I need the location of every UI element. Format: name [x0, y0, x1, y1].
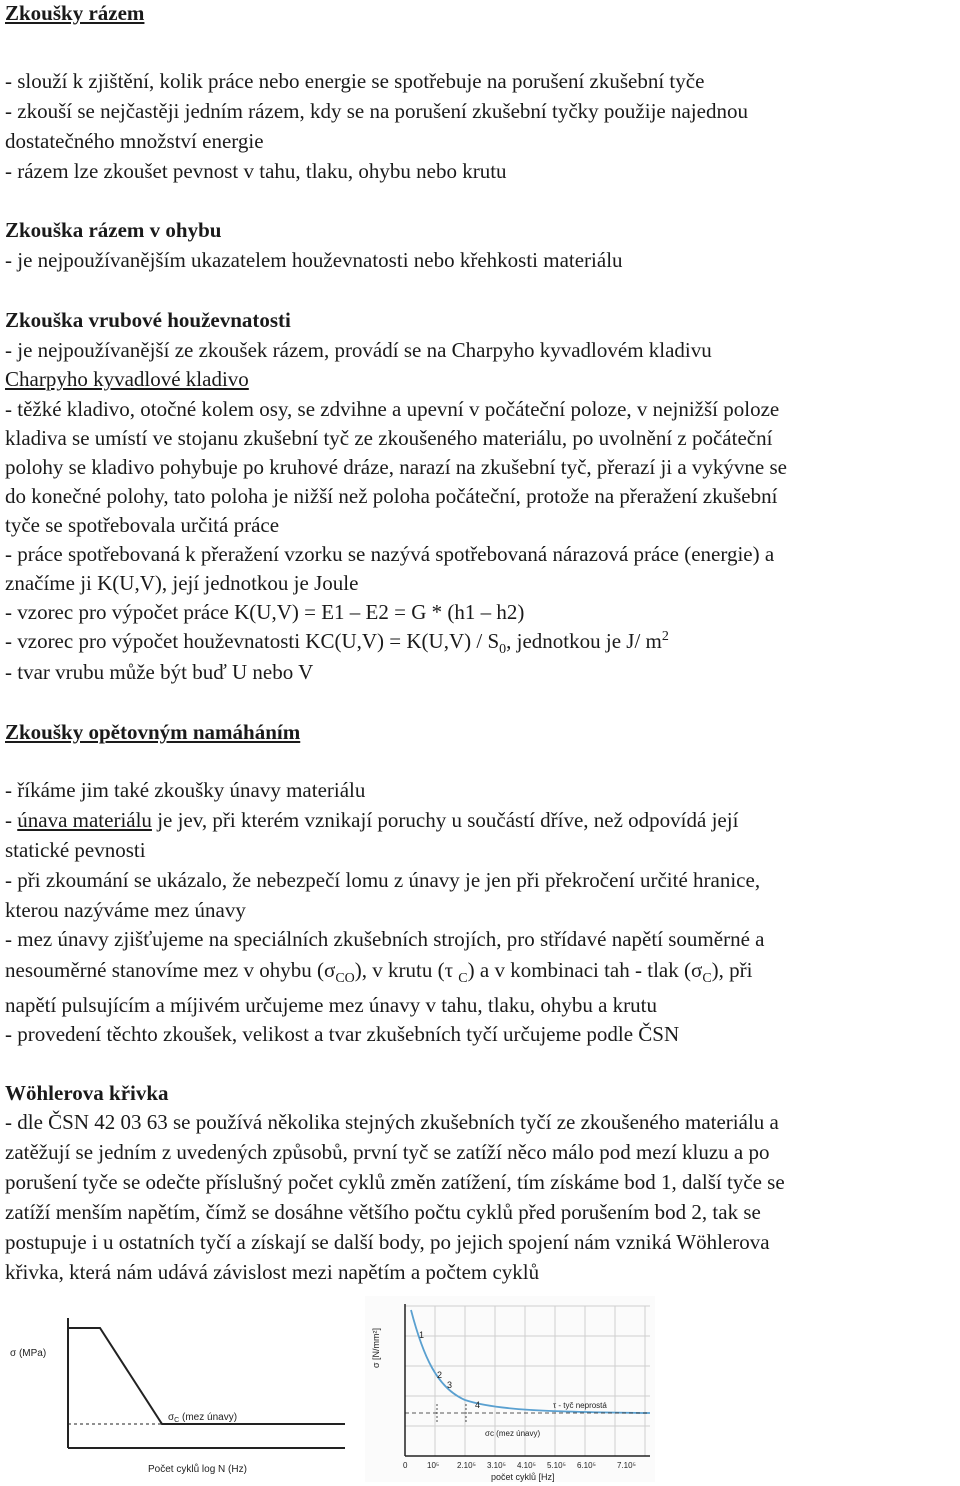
- heading-zkousky-razem: Zkoušky rázem: [5, 1, 145, 25]
- annotation-tyc: τ - tyč neprostá: [553, 1401, 607, 1410]
- point-label-2: 2: [437, 1370, 443, 1380]
- heading-vrubove-houzevnatosti: Zkouška vrubové houževnatosti: [5, 308, 291, 332]
- point-label-3: 3: [447, 1380, 453, 1390]
- limit-label: $\sigma_C$ (mez únavy): [168, 1412, 238, 1424]
- text-line: - mez únavy zjišťujeme na speciálních zkušebních strojích, pro střídavé napětí souměrné a: [5, 927, 765, 951]
- text-line: - rázem lze zkoušet pevnost v tahu, tlaku, ohybu nebo krutu: [5, 159, 507, 183]
- text-line: značíme ji K(U,V), její jednotkou je Joule: [5, 571, 359, 595]
- svg-text:7.10⁵: 7.10⁵: [617, 1461, 636, 1470]
- heading-zkouska-razem-v-ohybu: Zkouška rázem v ohybu: [5, 218, 222, 242]
- point-label-1: 1: [419, 1330, 425, 1340]
- text-line: do konečné polohy, tato poloha je nižší než poloha počáteční, protože na přeražení zkušební: [5, 484, 778, 508]
- text-line: - zkouší se nejčastěji jedním rázem, kdy se na porušení zkušební tyčky použije najednou: [5, 99, 748, 123]
- heading-opetovnym-namahanim: Zkoušky opětovným namáháním: [5, 720, 301, 744]
- text-line: - tvar vrubu může být buď U nebo V: [5, 660, 314, 684]
- svg-text:0: 0: [403, 1461, 408, 1470]
- figure-wohler-schematic: [0, 1300, 360, 1486]
- text-line: statické pevnosti: [5, 838, 146, 862]
- heading-wohlerova-krivka: Wöhlerova křivka: [5, 1081, 169, 1105]
- y-axis-label: σ [N/mm²]: [371, 1327, 381, 1368]
- text-line: - provedení těchto zkoušek, velikost a tvar zkušebních tyčí určujeme podle ČSN: [5, 1022, 680, 1046]
- text-line: postupuje i u ostatních tyčí a získají se další body, po jejich spojení nám vzniká Wöhlerova: [5, 1230, 770, 1254]
- text-line: kterou nazýváme mez únavy: [5, 898, 246, 922]
- text-line: porušení tyče se odečte příslušný počet cyklů změn zatížení, tím získáme bod 1, další tyče se: [5, 1170, 785, 1194]
- text-line: - je nejpoužívanější ze zkoušek rázem, provádí se na Charpyho kyvadlovém kladivu: [5, 338, 712, 362]
- text-line: křivka, která nám udává závislost mezi napětím a počtem cyklů: [5, 1260, 540, 1284]
- text-line: - vzorec pro výpočet práce K(U,V) = E1 – E2 = G * (h1 – h2): [5, 600, 525, 624]
- y-axis-label: σ (MPa): [10, 1348, 47, 1359]
- annotation-mez-unavy: σc (mez únavy): [485, 1429, 541, 1438]
- text-line: - dle ČSN 42 03 63 se používá několika stejných zkušebních tyčí ze zkoušeného materiálu a: [5, 1110, 779, 1134]
- text-line: - únava materiálu je jev, při kterém vznikají poruchy u součástí dříve, než odpovídá její: [5, 808, 739, 832]
- text-line: zatěžují se jedním z uvedených způsobů, první tyč se zatíží něco málo pod mezí kluzu a po: [5, 1140, 770, 1164]
- x-axis-label: Počet cyklů log N (Hz): [148, 1464, 247, 1475]
- text-line: polohy se kladivo pohybuje po kruhové dráze, narazí na zkušební tyč, přerazí ji a vykývne se: [5, 455, 787, 479]
- text-line: - práce spotřebovaná k přeražení vzorku se nazývá spotřebovaná nárazová práce (energie) a: [5, 542, 775, 566]
- text-line: napětí pulsujícím a míjivém určujeme mez únavy v tahu, tlaku, ohybu a krutu: [5, 993, 658, 1017]
- figure-background: [365, 1296, 655, 1482]
- svg-text:3.10⁵: 3.10⁵: [487, 1461, 506, 1470]
- text-line: dostatečného množství energie: [5, 129, 264, 153]
- figure-wohler-measured: [365, 1296, 960, 1486]
- svg-text:10⁵: 10⁵: [427, 1461, 440, 1470]
- text-line: - těžké kladivo, otočné kolem osy, se zdvihne a upevní v počáteční poloze, v nejnižší poloze: [5, 397, 780, 421]
- text-line: - slouží k zjištění, kolik práce nebo energie se spotřebuje na porušení zkušební tyče: [5, 69, 705, 93]
- svg-text:6.10⁵: 6.10⁵: [577, 1461, 596, 1470]
- svg-text:4.10⁵: 4.10⁵: [517, 1461, 536, 1470]
- formula-houzevnatost: - vzorec pro výpočet houževnatosti $KC(U,V) = K(U,V) / S_0$, jednotkou je J/ $m^2$: [5, 629, 669, 658]
- svg-text:5.10⁵: 5.10⁵: [547, 1461, 566, 1470]
- text-line: - je nejpoužívanějším ukazatelem houževnatosti nebo křehkosti materiálu: [5, 248, 623, 272]
- text-line: zatíží menším napětím, čímž se dosáhne většího počtu cyklů před porušením bod 2, tak se: [5, 1200, 761, 1224]
- x-axis-label: počet cyklů [Hz]: [491, 1472, 555, 1482]
- text-line-mez-unavy: nesouměrné stanovíme mez v ohybu $(\sigma_{CO})$, v krutu (τ $_C$) a v kombinaci tah - tlak $(\sigma_C)$, při: [5, 958, 753, 987]
- text-line: kladiva se umístí ve stojanu zkušební tyč ze zkoušeného materiálu, po uvolnění z počáteční: [5, 426, 773, 450]
- text-line: tyče se spotřebovala určitá práce: [5, 513, 280, 537]
- text-line: - při zkoumání se ukázalo, že nebezpečí lomu z únavy je jen při překročení určité hranice,: [5, 868, 761, 892]
- text-line: - říkáme jim také zkoušky únavy materiálu: [5, 778, 366, 802]
- curve-line: [68, 1328, 345, 1424]
- point-label-4: 4: [475, 1400, 481, 1410]
- svg-text:2.10⁵: 2.10⁵: [457, 1461, 476, 1470]
- underlined-subheading: Charpyho kyvadlové kladivo: [5, 367, 249, 391]
